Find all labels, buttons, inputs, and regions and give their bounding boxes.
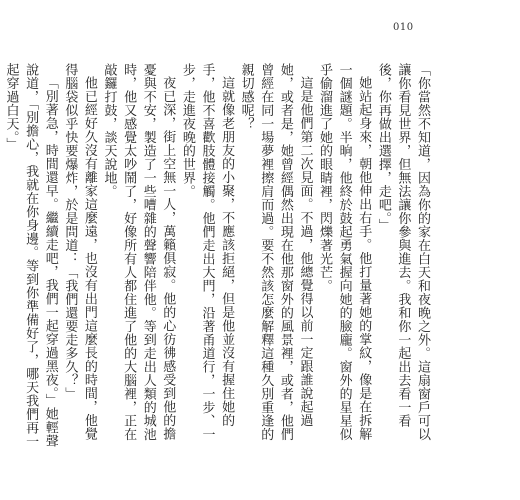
vertical-text-body xyxy=(3,63,432,453)
paragraph: 「別著急，時間還早。繼續走吧，我們一起穿過黑夜。」她輕聲說道，「別擔心，我就在你身邊。等到你準備好了，哪天我們再一起穿過白天。」 xyxy=(3,63,58,448)
paragraph: 她站起身來，朝他伸出右手。他打量著她的掌紋，像是在拆解一個謎題。半晌，他終於鼓起勇氣握向她的臉龐。窗外的星星似乎偷溜進了她的眼睛裡，閃爍著光芒。 xyxy=(317,63,372,441)
paragraph: 這是他們第二次見面。不過，他總覺得以前一定跟誰說起過她，或者是，她曾經偶然出現在他那窗外的風景裡，或者，他們曾經在同一場夢裡擦肩而過。要不然該怎麼解釋這種久別重逢的親切感呢？ xyxy=(238,63,313,441)
paragraph: 「你當然不知道，因為你的家在白天和夜晚之外。這扇窗戶可以讓你看見世界，但無法讓你參與進去。我和你一起出去看一看後，你再做出選擇，走吧。」 xyxy=(375,63,430,441)
paragraph: 這就像老朋友的小聚，不應該拒絕，但是他並沒有握住她的手，他不喜歡肢體接觸。他們走出大門，沿著甬道行，一步、一步，走進夜晚的世界。 xyxy=(179,63,235,441)
paragraph: 他已經好久沒有離家這麼遠，也沒有出門這麼長的時間，他覺得腦袋似乎快要爆炸，於是問道：「我們還要走多久？」 xyxy=(62,63,97,441)
paragraph: 夜已深，街上空無一人，萬籟俱寂。他的心彷彿感受到他的擔憂與不安，製造了一些嘈雜的聲響陪伴他。等到走出人類的城池時，他又感覺太吵鬧了，好像所有人都住進了他的大腦裡，正在敲鑼打鼓，談天說地。 xyxy=(101,63,176,441)
page-number: 010 xyxy=(393,22,414,33)
